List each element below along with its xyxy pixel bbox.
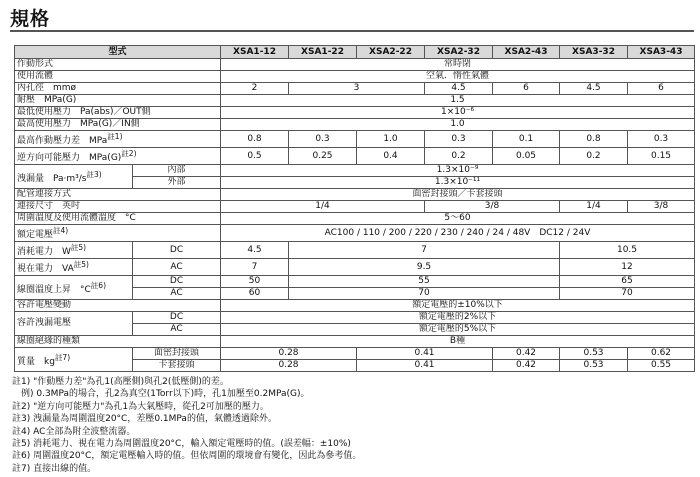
footnote: 註6) 周圍溫度20°C，額定電壓輸入時的值。但依周圍的環境會有變化，因此為參考值。 xyxy=(12,451,362,462)
cell-value: 2 xyxy=(221,83,289,95)
cell-value: 0.2 xyxy=(560,148,628,165)
cell-value: 0.15 xyxy=(628,148,695,165)
cell-value: 7 xyxy=(289,242,560,259)
footnote-mark: 註7) xyxy=(54,352,71,362)
sub-label: 卡套接頭 xyxy=(133,360,221,372)
cell-value: 0.1 xyxy=(493,131,560,148)
row-label xyxy=(15,148,221,165)
row-conn-size xyxy=(15,201,695,213)
header-model-label: 型式 xyxy=(15,46,221,59)
cell-value: 4.5 xyxy=(560,83,628,95)
cell-value: 10.5 xyxy=(560,242,695,259)
row-max-diff xyxy=(15,131,695,148)
cell-value: 70 xyxy=(560,288,695,300)
footnote: 註5) 消耗電力、視在電力為周圍溫度20°C，輸入額定電壓時的值。(誤差幅：±10%) xyxy=(12,439,351,450)
cell-value: 0.4 xyxy=(357,148,425,165)
sub-label: 內部 xyxy=(133,165,221,177)
cell-value: 60 xyxy=(221,288,289,300)
row-value: 面密封接頭／卡套接頭 xyxy=(221,189,695,201)
row-label: 線圈絕緣的種類 xyxy=(15,336,221,348)
row-proof xyxy=(15,95,695,107)
footnote: 註3) 洩漏量為周圍溫度20°C，差壓0.1MPa的值，氣體透過除外。 xyxy=(12,414,277,425)
row-min-pressure xyxy=(15,107,695,119)
cell-value: 0.53 xyxy=(560,360,628,372)
row-label: 連接尺寸 英吋 xyxy=(15,201,221,213)
footnote: 註2) "逆方向可能壓力"為孔1為大氣壓時，從孔2可加壓的壓力。 xyxy=(12,401,269,412)
cell-value: 9.5 xyxy=(289,259,560,276)
row-value: 空氣．惰性氣體 xyxy=(221,71,695,83)
label-text: 最高作動壓力差 MPa xyxy=(17,136,108,146)
page-title: 規格 xyxy=(10,8,51,30)
cell-value: 0.28 xyxy=(221,348,357,360)
footnote-mark: 註3) xyxy=(86,169,102,179)
header-model: XSA2-43 xyxy=(493,46,560,59)
row-piping xyxy=(15,189,695,201)
header-model: XSA3-32 xyxy=(560,46,628,59)
row-label xyxy=(15,348,133,372)
footnote-mark: 註5) xyxy=(70,243,87,252)
header-model: XSA2-32 xyxy=(425,46,493,59)
row-value: 1.5 xyxy=(221,95,695,107)
label-text: 消耗電力 W xyxy=(17,247,71,257)
header-model: XSA1-12 xyxy=(221,46,289,59)
cell-value: 0.3 xyxy=(289,131,357,148)
row-label xyxy=(15,276,133,300)
cell-value: 0.5 xyxy=(221,148,289,165)
cell-value: 0.62 xyxy=(628,348,695,360)
row-value: 額定電壓的5%以下 xyxy=(221,324,695,336)
cell-value: 0.41 xyxy=(357,360,493,372)
cell-value: 0.05 xyxy=(493,148,560,165)
row-label xyxy=(15,131,221,148)
row-apparent xyxy=(15,259,695,276)
cell-value: 70 xyxy=(289,288,560,300)
cell-value: 0.41 xyxy=(357,348,493,360)
footnote: 註4) AC全部為附全波整流器。 xyxy=(12,426,136,437)
cell-value: 6 xyxy=(493,83,560,95)
cell-value: 12 xyxy=(560,259,695,276)
row-value: 額定電壓的±10%以下 xyxy=(221,300,695,312)
row-reverse xyxy=(15,148,695,165)
sub-label: DC xyxy=(133,312,221,324)
row-fluid xyxy=(15,71,695,83)
cell-value: 6 xyxy=(628,83,695,95)
cell-value: 0.28 xyxy=(221,360,357,372)
sub-label: 面密封接頭 xyxy=(133,348,221,360)
row-value: AC100 / 110 / 200 / 220 / 230 / 240 / 24 / 48V DC12 / 24V xyxy=(221,225,695,242)
cell-value: 0.25 xyxy=(289,148,357,165)
footnote-mark: 註2) xyxy=(121,149,137,158)
sub-label: 外部 xyxy=(133,177,221,189)
cell-value: 0.42 xyxy=(493,348,560,360)
sub-label: DC xyxy=(133,242,221,259)
cell-value: 65 xyxy=(560,276,695,288)
row-value: 常時閉 xyxy=(221,59,695,71)
row-leak-volt-dc xyxy=(15,312,695,324)
sub-label: AC xyxy=(133,288,221,300)
cell-value: 0.53 xyxy=(560,348,628,360)
row-label: 周圍溫度及使用流體溫度 °C xyxy=(15,213,221,225)
footnotes xyxy=(12,376,696,475)
row-value: 1.3×10⁻¹¹ xyxy=(221,177,695,189)
footnote: 例) 0.3MPa的場合，孔2為真空(1Torr以下)時，孔1加壓至0.2MPa(G)。 xyxy=(12,389,310,400)
row-label: 最低使用壓力 Pa(abs)／OUT側 xyxy=(15,107,221,119)
label-text: 額定電壓 xyxy=(17,230,54,240)
cell-value: 7 xyxy=(221,259,289,276)
sub-label: DC xyxy=(133,276,221,288)
row-label xyxy=(15,165,133,189)
row-power xyxy=(15,242,695,259)
row-label: 耐壓 MPa(G) xyxy=(15,95,221,107)
cell-value: 0.2 xyxy=(425,148,493,165)
footnote-mark: 註4) xyxy=(53,226,69,235)
cell-value: 3/8 xyxy=(628,201,695,213)
sub-label: AC xyxy=(133,324,221,336)
row-label: 容許電壓變動 xyxy=(15,300,221,312)
label-text: 視在電力 VA xyxy=(17,264,74,274)
row-label: 使用流體 xyxy=(15,71,221,83)
row-value: 1.3×10⁻⁹ xyxy=(221,165,695,177)
cell-value: 1/4 xyxy=(221,201,425,213)
cell-value: 0.3 xyxy=(425,131,493,148)
header-row xyxy=(15,46,695,59)
title-divider xyxy=(10,30,694,32)
footnote: 註1) "作動壓力差"為孔1(高壓側)與孔2(低壓側)的差。 xyxy=(12,377,229,387)
row-value: 5〜60 xyxy=(221,213,695,225)
cell-value: 0.8 xyxy=(221,131,289,148)
cell-value: 50 xyxy=(221,276,289,288)
row-label: 內孔徑 mmø xyxy=(15,83,221,95)
cell-value: 0.3 xyxy=(628,131,695,148)
row-label xyxy=(15,225,221,242)
row-max-pressure xyxy=(15,119,695,131)
cell-value: 0.8 xyxy=(560,131,628,148)
header-model: XSA1-22 xyxy=(289,46,357,59)
row-voltage xyxy=(15,225,695,242)
row-operation xyxy=(15,59,695,71)
row-label: 容許洩漏電壓 xyxy=(15,312,133,336)
label-text: 逆方向可能壓力 MPa(G) xyxy=(17,153,122,163)
cell-value: 55 xyxy=(289,276,560,288)
footnote-mark: 註5) xyxy=(73,260,89,269)
row-value: 額定電壓的2%以下 xyxy=(221,312,695,324)
row-label: 作動形式 xyxy=(15,59,221,71)
header-model: XSA3-43 xyxy=(628,46,695,59)
row-value: B種 xyxy=(221,336,695,348)
row-mass-face xyxy=(15,348,695,360)
row-value: 1.0 xyxy=(221,119,695,131)
cell-value: 1/4 xyxy=(560,201,628,213)
cell-value: 3 xyxy=(289,83,425,95)
label-text: 質量 kg xyxy=(17,356,55,367)
spec-table xyxy=(14,45,695,372)
label-text: 線圈溫度上昇 °C xyxy=(17,284,91,295)
cell-value: 1.0 xyxy=(357,131,425,148)
sub-label: AC xyxy=(133,259,221,276)
row-label xyxy=(15,259,133,276)
footnote-mark: 註1) xyxy=(107,132,123,141)
row-temp xyxy=(15,213,695,225)
row-coil-temp-dc xyxy=(15,276,695,288)
cell-value: 4.5 xyxy=(425,83,493,95)
footnote-mark: 註6) xyxy=(90,280,106,290)
row-label: 配管連接方式 xyxy=(15,189,221,201)
cell-value: 4.5 xyxy=(221,242,289,259)
row-value: 1×10⁻⁶ xyxy=(221,107,695,119)
label-text: 洩漏量 Pa·m³/s xyxy=(17,173,87,184)
row-orifice xyxy=(15,83,695,95)
cell-value: 3/8 xyxy=(425,201,560,213)
cell-value: 0.55 xyxy=(628,360,695,372)
footnote: 註7) 直接出線的值。 xyxy=(12,463,97,474)
row-insulation xyxy=(15,336,695,348)
row-label: 最高使用壓力 MPa(G)／IN側 xyxy=(15,119,221,131)
row-label xyxy=(15,242,133,259)
header-model: XSA2-22 xyxy=(357,46,425,59)
cell-value: 0.42 xyxy=(493,360,560,372)
row-voltage-var xyxy=(15,300,695,312)
row-leak-inner xyxy=(15,165,695,177)
